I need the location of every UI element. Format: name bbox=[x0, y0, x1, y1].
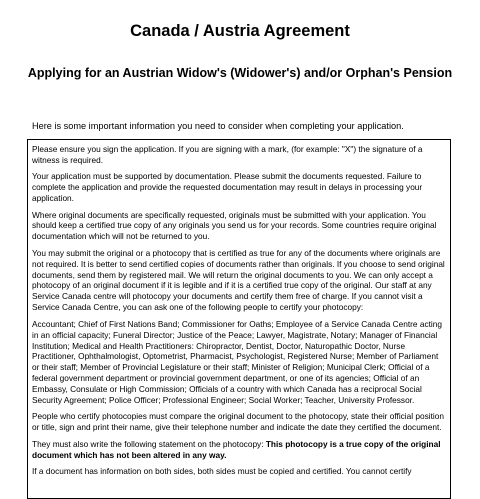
statement-intro: They must also write the following statement on the photocopy: bbox=[32, 438, 266, 449]
signature-paragraph: Please ensure you sign the application. If you are signing with a mark, (for example: "X") the signature of a witness is required. bbox=[32, 144, 423, 165]
document-title: Canada / Austria Agreement bbox=[130, 22, 350, 40]
certified-copy-paragraph: You may submit the original or a photocopy that is certified as true for any of the documents where originals are not required. It is better to send certified copies of documents rather than originals. If you choose to send original documents, send them by registered mail. We will return the original documents to you. We can only accept a photocopy of an original document if it is legible and if it is a certified true copy of the original. Our staff at any Service Canada centre will photocopy your documents and certify them free of charge. If you cannot visit a Service Canada Centre, you can ask one of the following people to certify your photocopy: bbox=[32, 247, 445, 313]
information-box bbox=[27, 139, 451, 499]
certifier-list-paragraph: Accountant; Chief of First Nations Band; Commissioner for Oaths; Employee of a Service Canada Centre acting in an official capacity; Funeral Director; Justice of the Peace; Lawyer, Magistrate, Notary; Manager of Financial Institution; Medical and Health Practitioners: Chiropractor, Dentist, Doctor, Naturopathic Doctor, Nurse Practitioner, Ophthalmologist, Optometrist, Pharmacist, Psychologist, Registered Nurse; Member of Parliament or their staff; Member of Provincial Legislature or their staff; Minister of Religion; Municipal Clerk; Official of a federal government department or provincial government department, or one of its agencies; Official of an Embassy, Consulate or High Commission; Officials of a country with which Canada has a reciprocal Social Security Agreement; Police Officer; Professional Engineer; Social Worker; Teacher, University Professor. bbox=[32, 318, 442, 406]
both-sides-paragraph: If a document has information on both sides, both sides must be copied and certified. You cannot certify bbox=[32, 466, 412, 477]
certification-requirements-paragraph: People who certify photocopies must compare the original document to the photocopy, state their official position or title, sign and print their name, give their telephone number and indicate the date they certified the document. bbox=[32, 411, 445, 433]
documentation-paragraph: Your application must be supported by documentation. Please submit the documents requested. Failure to complete the application and provide the requested documentation may result in delays in processing your application. bbox=[32, 171, 423, 204]
original-documents-paragraph: Where original documents are specifically requested, originals must be submitted with your application. You should keep a certified true copy of any originals you send us for your records. Some countries require original documentation which will not be returned to you. bbox=[32, 209, 437, 242]
statement-text: This photocopy is a true copy of the original document which has not been altered in any way. bbox=[32, 438, 441, 460]
intro-text: Here is some important information you need to consider when completing your application. bbox=[32, 121, 404, 131]
certification-statement-paragraph bbox=[32, 439, 446, 461]
document-subtitle: Applying for an Austrian Widow's (Widower's) and/or Orphan's Pension bbox=[27, 66, 453, 80]
